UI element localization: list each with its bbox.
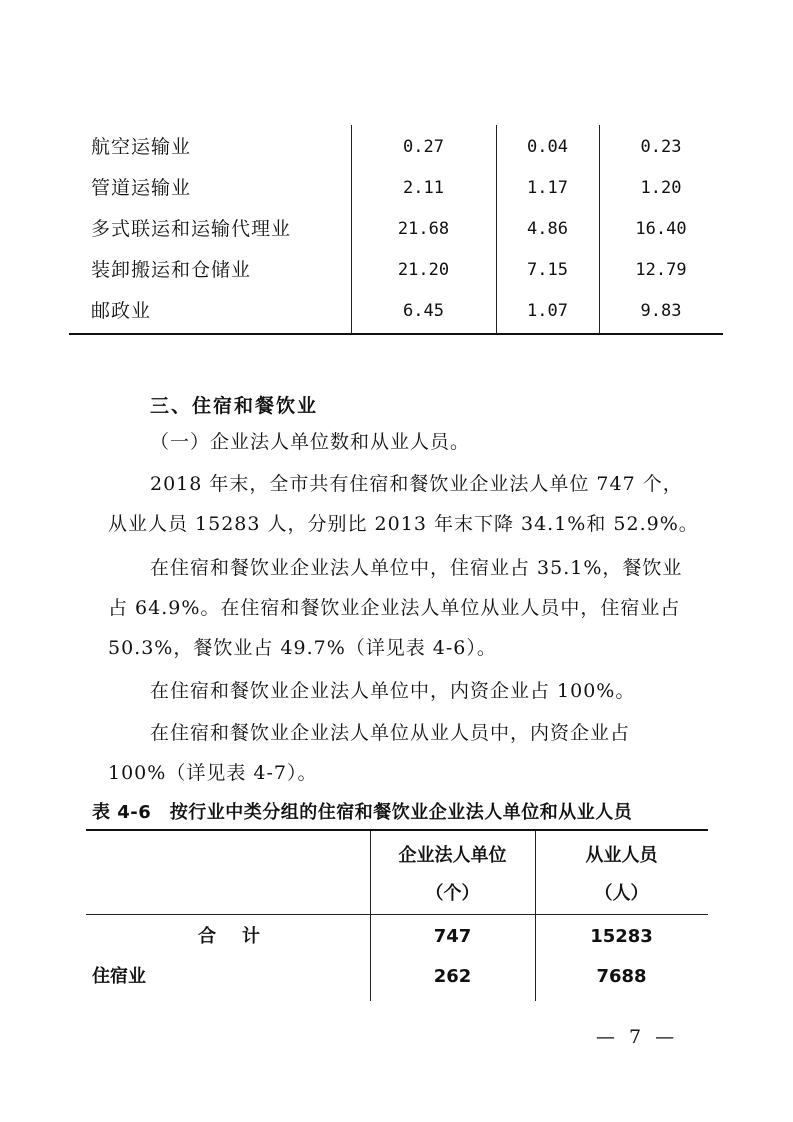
cell-value: 0.27 <box>403 137 444 157</box>
cell-value: 12.79 <box>635 260 687 280</box>
cell-value: 4.86 <box>527 219 568 239</box>
table-row <box>69 209 723 249</box>
cell-value: 9.83 <box>640 301 682 321</box>
column-unit: （个） <box>425 883 480 904</box>
table-top-rule <box>86 829 708 831</box>
table-row <box>69 250 723 290</box>
row-label: 多式联运和运输代理业 <box>91 218 292 240</box>
section-heading: 三、住宿和餐饮业 <box>150 395 319 417</box>
accommodation-catering-table <box>86 829 708 1001</box>
column-unit: （人） <box>594 883 649 904</box>
table-row <box>69 168 723 208</box>
cell-value: 21.68 <box>397 219 450 239</box>
table-bottom-rule <box>69 333 723 335</box>
cell-value: 1.07 <box>527 301 568 321</box>
row-label: 住宿业 <box>92 966 146 987</box>
column-header: 从业人员 <box>585 845 658 866</box>
cell-value: 2.11 <box>403 178 444 198</box>
paragraph-line: 100%（详见表 4-7）。 <box>108 762 318 784</box>
paragraph-line: 在住宿和餐饮业企业法人单位中，住宿业占 35.1%，餐饮业 <box>150 557 683 579</box>
industry-table-continued <box>69 125 723 334</box>
subheading: （一）企业法人单位数和从业人员。 <box>150 431 471 453</box>
row-label: 装卸搬运和仓储业 <box>91 259 252 281</box>
cell-value: 747 <box>433 926 472 947</box>
cell-value: 0.04 <box>527 137 568 157</box>
column-header: 企业法人单位 <box>398 845 507 866</box>
row-label: 邮政业 <box>91 300 152 322</box>
cell-value: 16.40 <box>635 219 687 239</box>
paragraph-line: 从业人员 15283 人，分别比 2013 年末下降 34.1%和 52.9%。 <box>108 513 699 535</box>
cell-value: 6.45 <box>403 301 444 321</box>
table-title: 表 4-6 按行业中类分组的住宿和餐饮业企业法人单位和从业人员 <box>92 802 633 823</box>
row-label: 合 计 <box>198 926 264 947</box>
table-header-rule <box>86 914 708 915</box>
cell-value: 7688 <box>596 966 647 987</box>
cell-value: 262 <box>433 966 472 987</box>
cell-value: 0.23 <box>640 137 682 157</box>
paragraph-line: 在住宿和餐饮业企业法人单位从业人员中，内资企业占 <box>150 722 631 744</box>
table-row <box>69 291 723 331</box>
paragraph-line: 占 64.9%。在住宿和餐饮业企业法人单位从业人员中，住宿业占 <box>108 597 681 619</box>
paragraph-line: 在住宿和餐饮业企业法人单位中，内资企业占 100%。 <box>150 680 636 702</box>
table-row <box>69 127 723 167</box>
cell-value: 7.15 <box>527 260 568 280</box>
row-label: 航空运输业 <box>91 136 192 158</box>
paragraph-line: 2018 年末，全市共有住宿和餐饮业企业法人单位 747 个， <box>150 473 683 495</box>
row-label: 管道运输业 <box>91 177 192 199</box>
paragraph-line: 50.3%，餐饮业占 49.7%（详见表 4-6）。 <box>108 637 497 659</box>
cell-value: 15283 <box>590 926 653 947</box>
cell-value: 21.20 <box>397 260 450 280</box>
cell-value: 1.20 <box>640 178 682 198</box>
page-number: — 7 — <box>596 1026 679 1048</box>
cell-value: 1.17 <box>527 178 568 198</box>
